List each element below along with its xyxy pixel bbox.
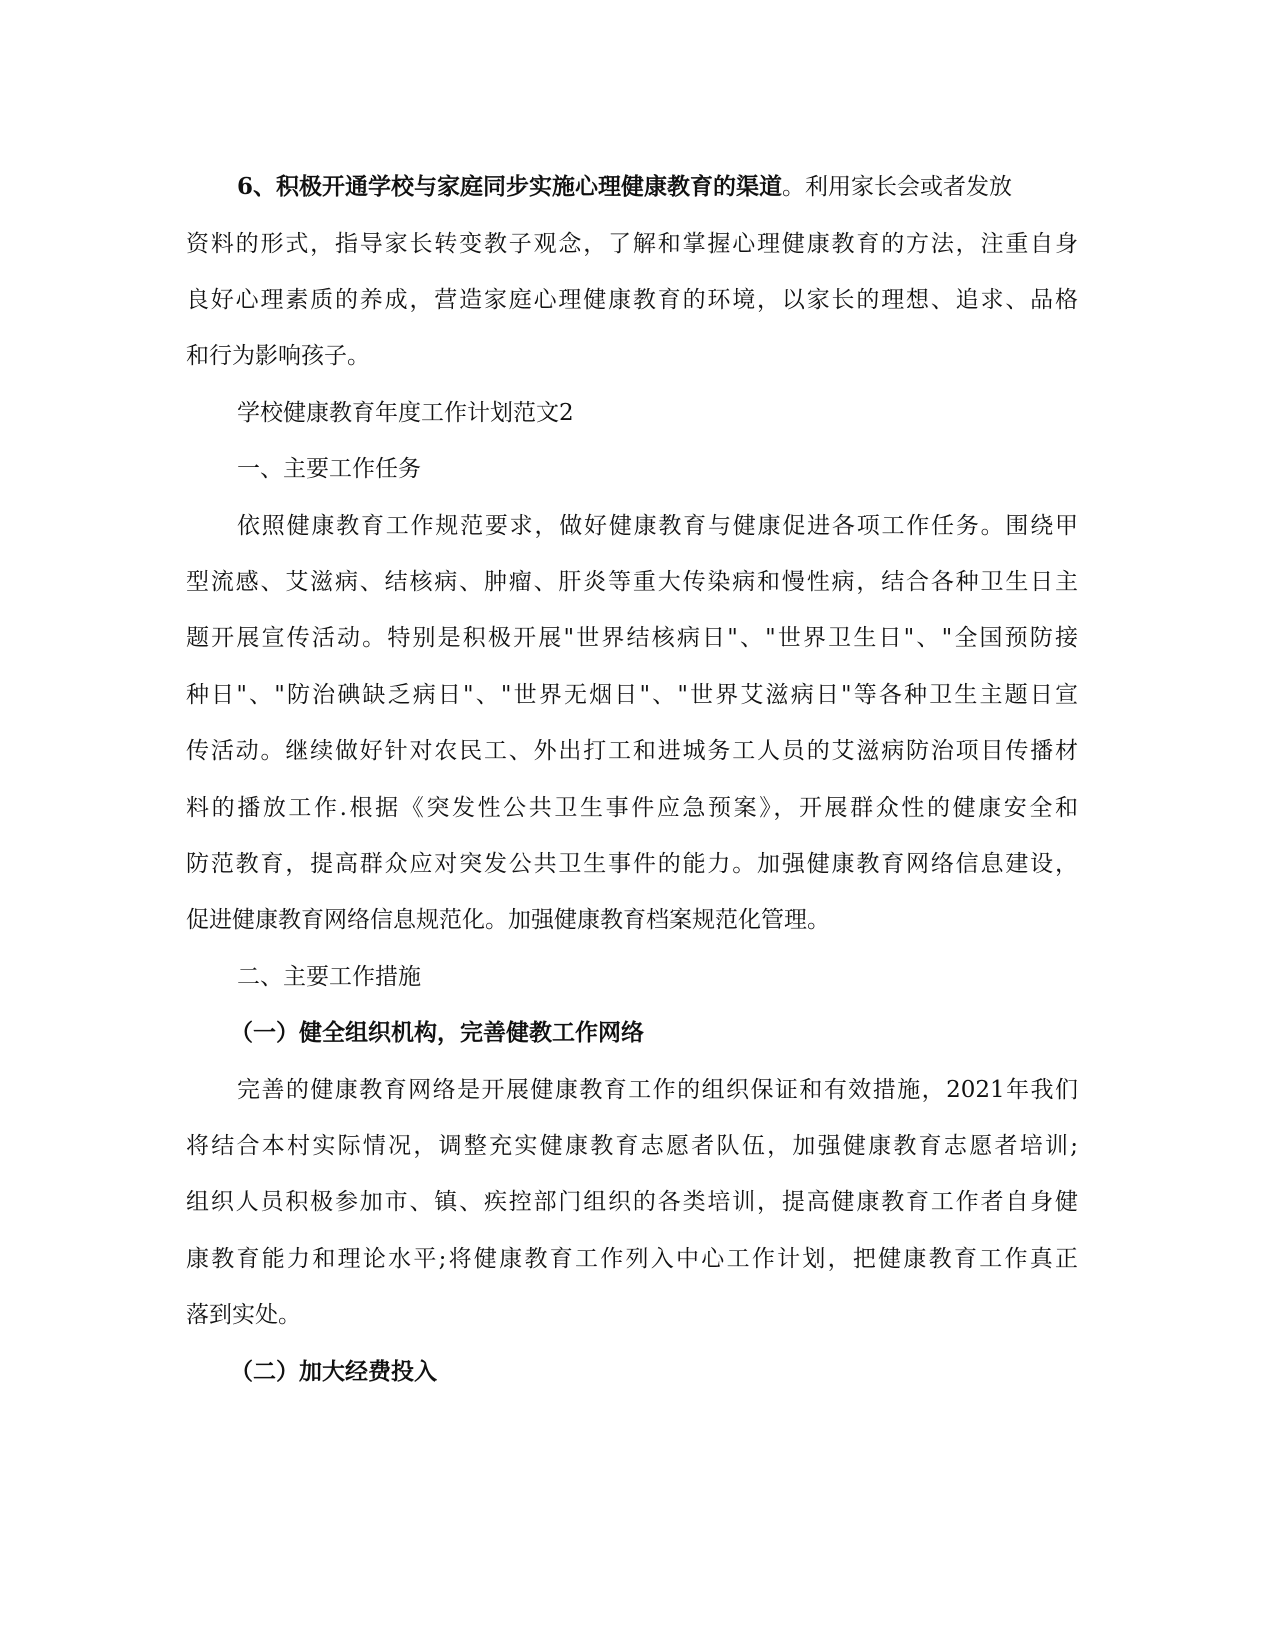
paragraph-line: 依照健康教育工作规范要求，做好健康教育与健康促进各项工作任务。围绕甲 (237, 513, 1078, 539)
paragraph-line: 种日"、"防治碘缺乏病日"、"世界无烟日"、"世界艾滋病日"等各种卫生主题日宣 (186, 682, 1078, 708)
paragraph-line: 题开展宣传活动。特别是积极开展"世界结核病日"、"世界卫生日"、"全国预防接 (186, 625, 1078, 651)
paragraph-line: 良好心理素质的养成，营造家庭心理健康教育的环境，以家长的理想、追求、品格 (186, 287, 1078, 313)
paragraph-line: 和行为影响孩子。 (186, 343, 370, 369)
paragraph-line: 促进健康教育网络信息规范化。加强健康教育档案规范化管理。 (186, 907, 830, 933)
paragraph-line: 型流感、艾滋病、结核病、肿瘤、肝炎等重大传染病和慢性病，结合各种卫生日主 (186, 569, 1078, 595)
paragraph-line: 组织人员积极参加市、镇、疾控部门组织的各类培训，提高健康教育工作者自身健 (186, 1189, 1078, 1215)
paragraph-text: 。利用家长会或者发放 (782, 174, 1013, 200)
paragraph-line: 落到实处。 (186, 1302, 301, 1328)
section-heading: 二、主要工作措施 (237, 964, 421, 990)
paragraph-line: 资料的形式，指导家长转变教子观念，了解和掌握心理健康教育的方法，注重自身 (186, 231, 1078, 257)
section-heading: 一、主要工作任务 (237, 456, 421, 482)
paragraph-line: 传活动。继续做好针对农民工、外出打工和进城务工人员的艾滋病防治项目传播材 (186, 738, 1078, 764)
paragraph-line: 防范教育，提高群众应对突发公共卫生事件的能力。加强健康教育网络信息建设， (186, 851, 1078, 877)
paragraph-line: 料的播放工作.根据《突发性公共卫生事件应急预案》，开展群众性的健康安全和 (186, 795, 1078, 821)
paragraph-line: 康教育能力和理论水平;将健康教育工作列入中心工作计划，把健康教育工作真正 (186, 1246, 1078, 1272)
paragraph-line: 将结合本村实际情况，调整充实健康教育志愿者队伍，加强健康教育志愿者培训; (186, 1133, 1078, 1159)
subsection-heading: （二）加大经费投入 (230, 1358, 437, 1385)
paragraph-line: 完善的健康教育网络是开展健康教育工作的组织保证和有效措施，2021年我们 (237, 1077, 1078, 1103)
paragraph-line (237, 172, 1137, 202)
bold-lead-text: 6、积极开通学校与家庭同步实施心理健康教育的渠道 (237, 173, 783, 200)
section-subtitle: 学校健康教育年度工作计划范文2 (237, 400, 574, 426)
subsection-heading: （一）健全组织机构，完善健教工作网络 (230, 1019, 644, 1046)
